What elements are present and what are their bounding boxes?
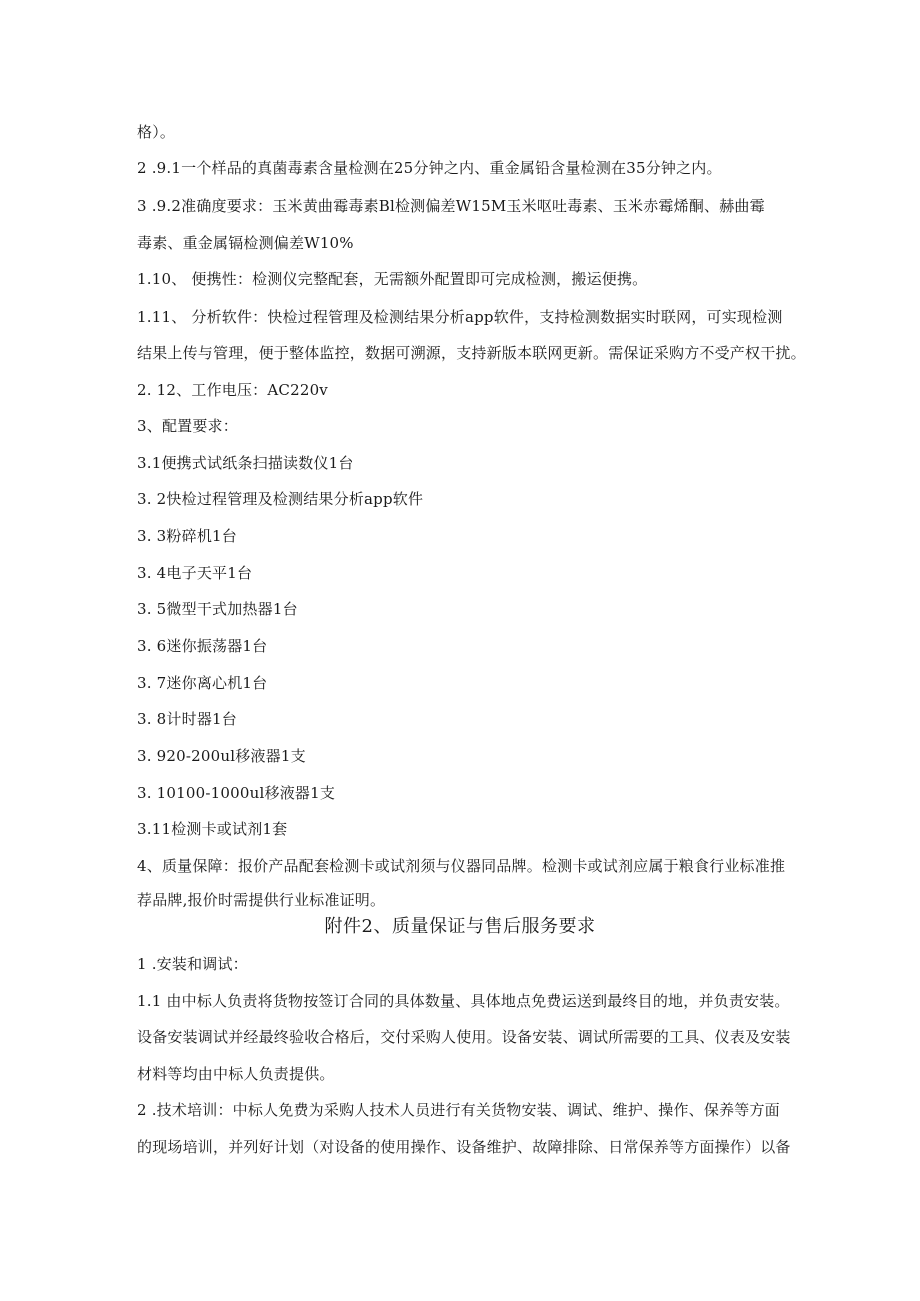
text-line: 格）。 [137,123,176,141]
text-line: 1.1 由中标人负责将货物按签订合同的具体数量、具体地点免费运送到最终目的地，并负责安装。 [137,992,790,1010]
text-line: 3. 10100-1000ul移液器1支 [137,784,336,802]
text-line: 3 .9.2准确度要求：玉米黄曲霉毒素Bl检测偏差W15M玉米呕吐毒素、玉米赤霉烯酮、赫曲霉 [137,197,765,215]
text-line: 材料等均由中标人负责提供。 [137,1065,335,1083]
text-line: 的现场培训，并列好计划（对设备的使用操作、设备维护、故障排除、日常保养等方面操作）以备 [137,1138,791,1156]
text-line: 3. 5微型干式加热器1台 [137,600,298,618]
text-line: 3、配置要求： [137,417,238,435]
text-line: 3. 4电子天平1台 [137,564,253,582]
text-line: 3. 6迷你振荡器1台 [137,637,268,655]
text-line: 毒素、重金属镉检测偏差W10% [137,234,354,252]
text-line: 2 .技术培训：中标人免费为采购人技术人员进行有关货物安装、调试、维护、操作、保养等方面 [137,1101,780,1119]
text-line: 结果上传与管理，便于整体监控，数据可溯源，支持新版本联网更新。需保证采购方不受产权干扰。 [137,344,806,362]
text-line: 1.11、 分析软件：快检过程管理及检测结果分析app软件，支持检测数据实时联网，可实现检测 [137,308,783,326]
text-line: 3. 8计时器1台 [137,710,237,728]
text-line: 1 .安装和调试： [137,955,248,973]
text-line: 2 .9.1一个样品的真菌毒素含量检测在25分钟之内、重金属铅含量检测在35分钟之内。 [137,159,722,177]
text-line: 2. 12、工作电压：AC220v [137,381,328,399]
text-line: 3. 3粉碎机1台 [137,527,237,545]
text-line: 3.11检测卡或试剂1套 [137,820,288,838]
text-line: 3. 920-200ul移液器1支 [137,747,306,765]
text-line: 荐品牌,报价时需提供行业标准证明。 [137,891,386,909]
text-line: 4、质量保障：报价产品配套检测卡或试剂须与仪器同品牌。检测卡或试剂应属于粮食行业标准推 [137,857,786,875]
section-heading: 附件2、质量保证与售后服务要求 [324,916,596,937]
text-line: 3.1便携式试纸条扫描读数仪1台 [137,454,354,472]
text-line: 设备安装调试并经最终验收合格后，交付采购人使用。设备安装、调试所需要的工具、仪表及安装 [137,1028,791,1046]
text-line: 3. 2快检过程管理及检测结果分析app软件 [137,490,424,508]
text-line: 1.10、 便携性：检测仪完整配套，无需额外配置即可完成检测，搬运便携。 [137,270,648,288]
text-line: 3. 7迷你离心机1台 [137,674,268,692]
